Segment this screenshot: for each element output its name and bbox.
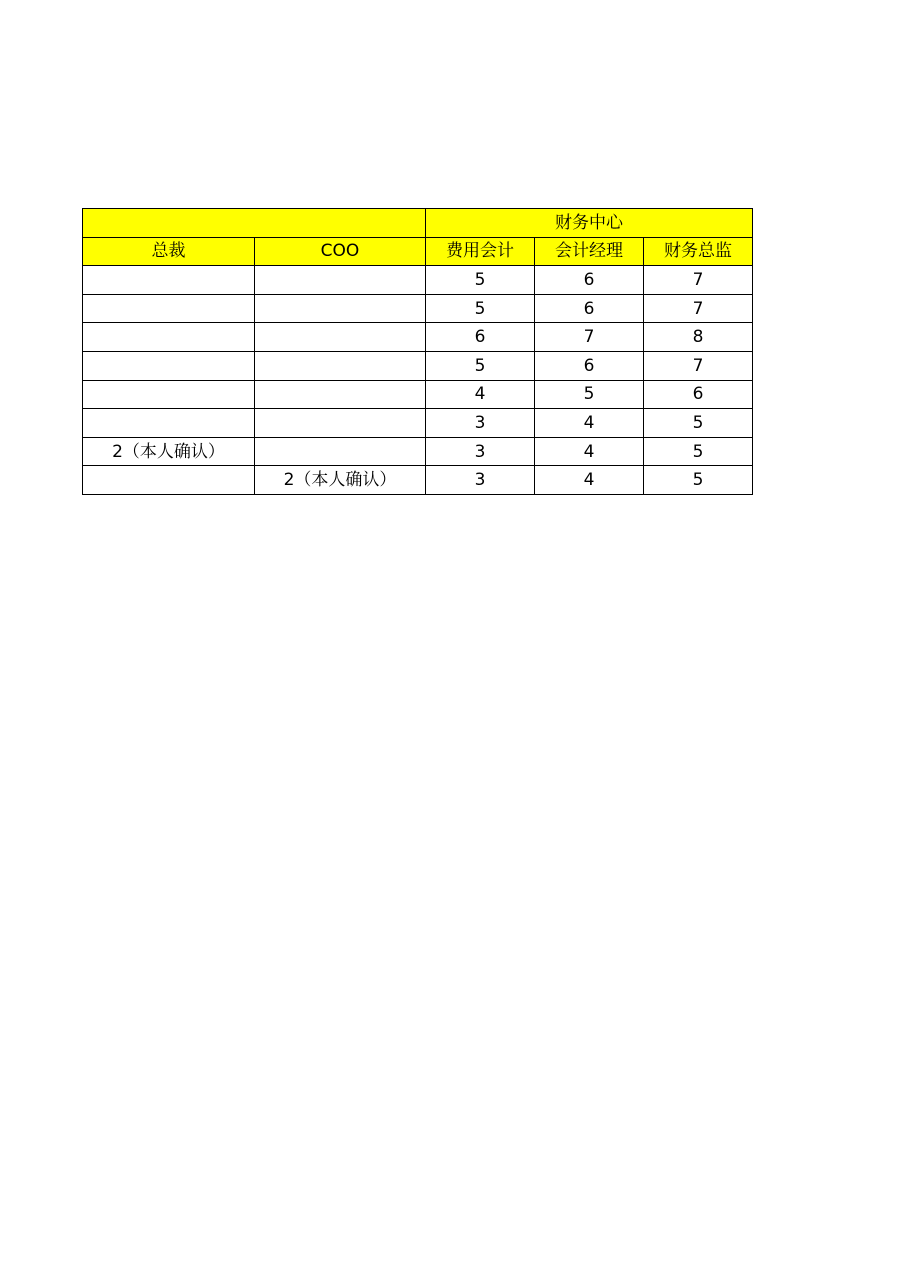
table-cell[interactable]: 5 xyxy=(535,380,644,409)
table-cell[interactable]: 5 xyxy=(426,351,535,380)
table-cell[interactable]: 6 xyxy=(535,294,644,323)
table-cell[interactable] xyxy=(255,351,426,380)
table-cell[interactable]: 5 xyxy=(644,437,753,466)
table-cell[interactable]: 6 xyxy=(535,266,644,295)
table-row xyxy=(83,437,753,466)
table-row xyxy=(83,323,753,352)
table-cell[interactable] xyxy=(83,409,255,438)
table-cell[interactable]: 5 xyxy=(644,466,753,495)
table-cell[interactable]: 6 xyxy=(535,351,644,380)
table-cell[interactable] xyxy=(83,351,255,380)
table-cell[interactable] xyxy=(255,294,426,323)
table-row xyxy=(83,380,753,409)
column-header-row xyxy=(83,237,753,266)
table-cell[interactable]: 3 xyxy=(426,466,535,495)
table-cell[interactable]: 5 xyxy=(644,409,753,438)
table-cell[interactable] xyxy=(83,466,255,495)
table-cell[interactable]: 2（本人确认） xyxy=(83,437,255,466)
group-header-blank-cell[interactable] xyxy=(83,209,426,238)
table-cell[interactable]: 6 xyxy=(644,380,753,409)
column-header-coo[interactable]: COO xyxy=(255,237,426,266)
table-cell[interactable]: 2（本人确认） xyxy=(255,466,426,495)
column-header-finance-director[interactable]: 财务总监 xyxy=(644,237,753,266)
table-cell[interactable] xyxy=(255,437,426,466)
table-row xyxy=(83,266,753,295)
table-cell[interactable] xyxy=(255,380,426,409)
table-cell[interactable] xyxy=(83,380,255,409)
table-cell[interactable] xyxy=(255,323,426,352)
table-cell[interactable] xyxy=(255,266,426,295)
table-cell[interactable]: 5 xyxy=(426,266,535,295)
table-cell[interactable]: 4 xyxy=(535,437,644,466)
table-cell[interactable]: 7 xyxy=(644,294,753,323)
table-row xyxy=(83,466,753,495)
table-cell[interactable]: 7 xyxy=(644,351,753,380)
table-cell[interactable]: 7 xyxy=(644,266,753,295)
group-header-row xyxy=(83,209,753,238)
approval-level-table xyxy=(82,208,753,495)
column-header-president[interactable]: 总裁 xyxy=(83,237,255,266)
table-cell[interactable]: 3 xyxy=(426,409,535,438)
table-cell[interactable] xyxy=(83,323,255,352)
table-cell[interactable] xyxy=(255,409,426,438)
table-cell[interactable]: 4 xyxy=(535,466,644,495)
table-cell[interactable] xyxy=(83,266,255,295)
column-header-expense-accountant[interactable]: 费用会计 xyxy=(426,237,535,266)
table-cell[interactable]: 6 xyxy=(426,323,535,352)
table-cell[interactable]: 3 xyxy=(426,437,535,466)
table-row xyxy=(83,294,753,323)
table-cell[interactable]: 4 xyxy=(426,380,535,409)
table-cell[interactable]: 8 xyxy=(644,323,753,352)
table-row xyxy=(83,351,753,380)
column-header-accounting-manager[interactable]: 会计经理 xyxy=(535,237,644,266)
group-header-finance-center[interactable]: 财务中心 xyxy=(426,209,753,238)
table-cell[interactable] xyxy=(83,294,255,323)
table-cell[interactable]: 4 xyxy=(535,409,644,438)
table-cell[interactable]: 7 xyxy=(535,323,644,352)
table-row xyxy=(83,409,753,438)
table-cell[interactable]: 5 xyxy=(426,294,535,323)
